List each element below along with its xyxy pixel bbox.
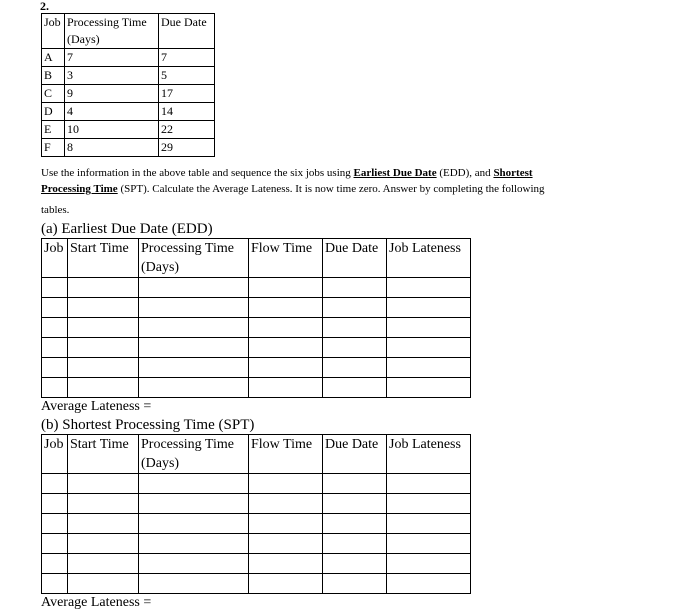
start-time-cell[interactable]: [68, 494, 139, 514]
jobs-table: [41, 13, 215, 157]
processing-time-cell[interactable]: [139, 494, 249, 514]
start-time-cell[interactable]: [68, 298, 139, 318]
due-date-cell[interactable]: [323, 378, 387, 398]
job-cell: D: [42, 103, 65, 121]
start-time-cell[interactable]: [68, 554, 139, 574]
processing-time-cell[interactable]: [139, 474, 249, 494]
job-cell[interactable]: [42, 474, 68, 494]
start-time-cell[interactable]: [68, 574, 139, 594]
flow-time-cell[interactable]: [249, 378, 323, 398]
processing-time-cell[interactable]: [139, 358, 249, 378]
header-job-lateness: Job Lateness: [387, 435, 471, 474]
due-date-cell: 29: [159, 139, 215, 157]
table-row: [42, 474, 471, 494]
due-date-cell: 14: [159, 103, 215, 121]
job-lateness-cell[interactable]: [387, 278, 471, 298]
header-due-date: Due Date: [323, 239, 387, 278]
due-date-cell[interactable]: [323, 278, 387, 298]
header-processing-time: Processing Time (Days): [139, 239, 249, 278]
start-time-cell[interactable]: [68, 338, 139, 358]
table-row: [42, 378, 471, 398]
start-time-cell[interactable]: [68, 318, 139, 338]
header-job-lateness: Job Lateness: [387, 239, 471, 278]
due-date-cell[interactable]: [323, 318, 387, 338]
due-date-cell: 22: [159, 121, 215, 139]
flow-time-cell[interactable]: [249, 554, 323, 574]
processing-time-cell: 4: [65, 103, 159, 121]
instructions: [41, 165, 641, 218]
spt-term: Processing Time: [41, 183, 118, 195]
due-date-cell: 7: [159, 49, 215, 67]
spt-table-header: [42, 435, 471, 474]
due-date-cell[interactable]: [323, 534, 387, 554]
table-row: [42, 298, 471, 318]
flow-time-cell[interactable]: [249, 514, 323, 534]
job-cell[interactable]: [42, 514, 68, 534]
start-time-cell[interactable]: [68, 378, 139, 398]
flow-time-cell[interactable]: [249, 534, 323, 554]
instructions-text: Use the information in the above table and sequence the six jobs using: [41, 167, 354, 179]
edd-table-header: [42, 239, 471, 278]
processing-time-cell: 7: [65, 49, 159, 67]
processing-time-cell: 10: [65, 121, 159, 139]
job-cell: A: [42, 49, 65, 67]
header-flow-time: Flow Time: [249, 435, 323, 474]
spt-average-lateness: Average Lateness =: [41, 595, 152, 610]
table-row: [42, 49, 215, 67]
edd-term: Earliest Due Date: [353, 167, 437, 179]
job-cell[interactable]: [42, 554, 68, 574]
flow-time-cell[interactable]: [249, 318, 323, 338]
job-lateness-cell[interactable]: [387, 534, 471, 554]
job-lateness-cell[interactable]: [387, 554, 471, 574]
table-row: [42, 103, 215, 121]
job-cell: B: [42, 67, 65, 85]
job-cell[interactable]: [42, 534, 68, 554]
instructions-text: (SPT). Calculate the Average Lateness. It is now time zero. Answer by completing the following: [117, 183, 545, 195]
flow-time-cell[interactable]: [249, 494, 323, 514]
due-date-cell[interactable]: [323, 474, 387, 494]
table-row: [42, 534, 471, 554]
processing-time-cell[interactable]: [139, 554, 249, 574]
due-date-cell[interactable]: [323, 358, 387, 378]
header-flow-time: Flow Time: [249, 239, 323, 278]
job-cell: F: [42, 139, 65, 157]
jobs-header-job: Job: [42, 14, 65, 49]
table-row: [42, 67, 215, 85]
header-start-time: Start Time: [68, 239, 139, 278]
processing-time-cell[interactable]: [139, 574, 249, 594]
header-job: Job: [42, 239, 68, 278]
instructions-line-3: tables.: [41, 204, 70, 216]
processing-time-cell[interactable]: [139, 534, 249, 554]
job-cell[interactable]: [42, 574, 68, 594]
table-row: [42, 494, 471, 514]
edd-section-title: (a) Earliest Due Date (EDD): [41, 221, 213, 237]
jobs-header-processing-time: Processing Time (Days): [65, 14, 159, 49]
due-date-cell[interactable]: [323, 338, 387, 358]
header-due-date: Due Date: [323, 435, 387, 474]
table-row: [42, 514, 471, 534]
instructions-line-2: [41, 181, 641, 197]
processing-time-cell: 9: [65, 85, 159, 103]
processing-time-cell[interactable]: [139, 278, 249, 298]
header-start-time: Start Time: [68, 435, 139, 474]
spt-section-title: (b) Shortest Processing Time (SPT): [41, 417, 255, 433]
jobs-table-header: [42, 14, 215, 49]
job-lateness-cell[interactable]: [387, 514, 471, 534]
job-cell[interactable]: [42, 338, 68, 358]
header-job: Job: [42, 435, 68, 474]
edd-table: [41, 238, 471, 398]
flow-time-cell[interactable]: [249, 278, 323, 298]
processing-time-cell[interactable]: [139, 514, 249, 534]
spt-table: [41, 434, 471, 594]
job-cell[interactable]: [42, 494, 68, 514]
due-date-cell[interactable]: [323, 494, 387, 514]
edd-average-lateness: Average Lateness =: [41, 399, 152, 414]
flow-time-cell[interactable]: [249, 298, 323, 318]
shortest-term: Shortest: [493, 167, 533, 179]
processing-time-cell: 8: [65, 139, 159, 157]
job-lateness-cell[interactable]: [387, 318, 471, 338]
job-lateness-cell[interactable]: [387, 378, 471, 398]
table-row: [42, 338, 471, 358]
flow-time-cell[interactable]: [249, 338, 323, 358]
processing-time-cell[interactable]: [139, 318, 249, 338]
job-cell[interactable]: [42, 298, 68, 318]
flow-time-cell[interactable]: [249, 474, 323, 494]
job-lateness-cell[interactable]: [387, 474, 471, 494]
start-time-cell[interactable]: [68, 278, 139, 298]
job-lateness-cell[interactable]: [387, 338, 471, 358]
job-cell[interactable]: [42, 318, 68, 338]
table-row: [42, 318, 471, 338]
header-processing-time: Processing Time (Days): [139, 435, 249, 474]
table-row: [42, 278, 471, 298]
due-date-cell[interactable]: [323, 554, 387, 574]
job-cell[interactable]: [42, 358, 68, 378]
table-row: [42, 85, 215, 103]
start-time-cell[interactable]: [68, 534, 139, 554]
job-lateness-cell[interactable]: [387, 494, 471, 514]
due-date-cell: 17: [159, 85, 215, 103]
job-lateness-cell[interactable]: [387, 574, 471, 594]
processing-time-cell[interactable]: [139, 338, 249, 358]
job-lateness-cell[interactable]: [387, 298, 471, 318]
flow-time-cell[interactable]: [249, 574, 323, 594]
due-date-cell[interactable]: [323, 298, 387, 318]
job-cell: C: [42, 85, 65, 103]
start-time-cell[interactable]: [68, 514, 139, 534]
table-row: [42, 574, 471, 594]
flow-time-cell[interactable]: [249, 358, 323, 378]
job-lateness-cell[interactable]: [387, 358, 471, 378]
question-number: 2.: [40, 0, 49, 13]
job-cell: E: [42, 121, 65, 139]
start-time-cell[interactable]: [68, 358, 139, 378]
job-cell[interactable]: [42, 378, 68, 398]
table-row: [42, 554, 471, 574]
table-row: [42, 139, 215, 157]
table-row: [42, 121, 215, 139]
due-date-cell[interactable]: [323, 574, 387, 594]
due-date-cell: 5: [159, 67, 215, 85]
instructions-line-1: [41, 165, 641, 181]
table-row: [42, 358, 471, 378]
processing-time-cell[interactable]: [139, 378, 249, 398]
jobs-header-due-date: Due Date: [159, 14, 215, 49]
processing-time-cell: 3: [65, 67, 159, 85]
due-date-cell[interactable]: [323, 514, 387, 534]
start-time-cell[interactable]: [68, 474, 139, 494]
processing-time-cell[interactable]: [139, 298, 249, 318]
job-cell[interactable]: [42, 278, 68, 298]
instructions-text: (EDD), and: [436, 167, 494, 179]
